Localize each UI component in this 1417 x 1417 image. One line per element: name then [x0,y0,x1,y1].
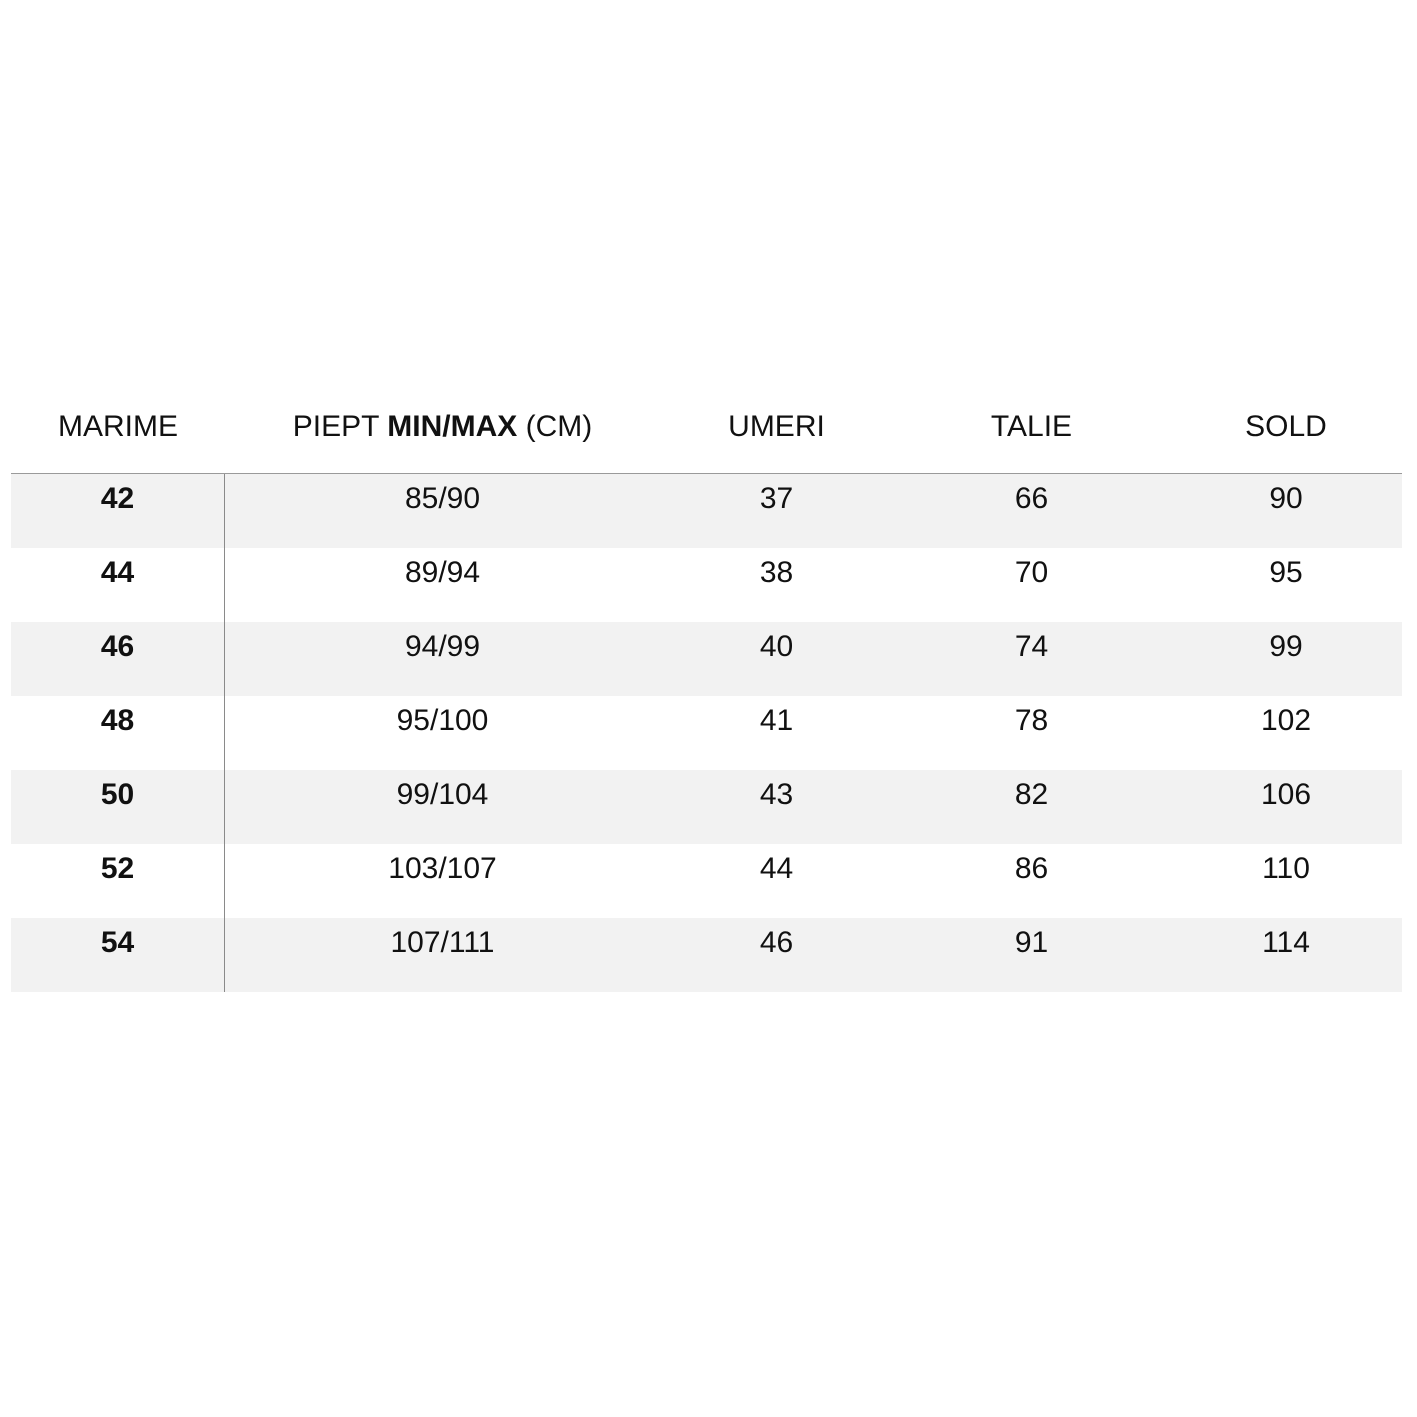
size-chart-table [11,380,1402,992]
shoulders-cell: 43 [759,778,794,811]
shoulders-cell: 44 [759,852,794,885]
hips-cell: 90 [1269,482,1303,515]
chest-cell: 85/90 [404,482,481,515]
chest-cell: 89/94 [404,556,481,589]
waist-cell: 70 [1014,556,1049,589]
chest-cell: 95/100 [396,704,489,737]
table-row [11,696,1402,770]
header-chest-unit: (CM) [517,409,593,443]
table-row [11,474,1402,548]
hips-cell: 106 [1260,778,1312,811]
chest-cell: 103/107 [388,852,497,885]
chest-cell: 94/99 [404,630,481,663]
waist-cell: 78 [1014,704,1049,737]
shoulders-cell: 40 [759,630,794,663]
table-row [11,918,1402,992]
shoulders-cell: 46 [759,926,794,959]
waist-cell: 74 [1014,630,1049,663]
waist-cell: 66 [1014,482,1049,515]
table-row [11,622,1402,696]
chest-cell: 107/111 [390,926,495,959]
header-size: MARIME [58,409,178,443]
size-cell: 44 [11,548,225,622]
table-row [11,770,1402,844]
size-cell: 50 [11,770,225,844]
size-cell: 54 [11,918,225,992]
waist-cell: 82 [1014,778,1049,811]
header-chest [225,380,660,474]
table-row [11,844,1402,918]
size-cell: 46 [11,622,225,696]
table-header-row [11,380,1402,474]
hips-cell: 114 [1262,926,1310,959]
shoulders-cell: 37 [759,482,794,515]
header-shoulders: UMERI [728,409,825,443]
chest-cell: 99/104 [396,778,489,811]
hips-cell: 110 [1262,852,1310,885]
table-row [11,548,1402,622]
size-cell: 52 [11,844,225,918]
header-chest-minmax: MIN/MAX [387,409,518,443]
hips-cell: 95 [1269,556,1303,589]
hips-cell: 99 [1269,630,1303,663]
shoulders-cell: 41 [759,704,794,737]
size-cell: 42 [11,474,225,548]
header-waist: TALIE [990,409,1073,443]
hips-cell: 102 [1260,704,1312,737]
header-chest-prefix: PIEPT [292,409,388,443]
waist-cell: 86 [1014,852,1049,885]
size-cell: 48 [11,696,225,770]
waist-cell: 91 [1014,926,1049,959]
shoulders-cell: 38 [759,556,794,589]
header-hips: SOLD [1245,409,1327,443]
